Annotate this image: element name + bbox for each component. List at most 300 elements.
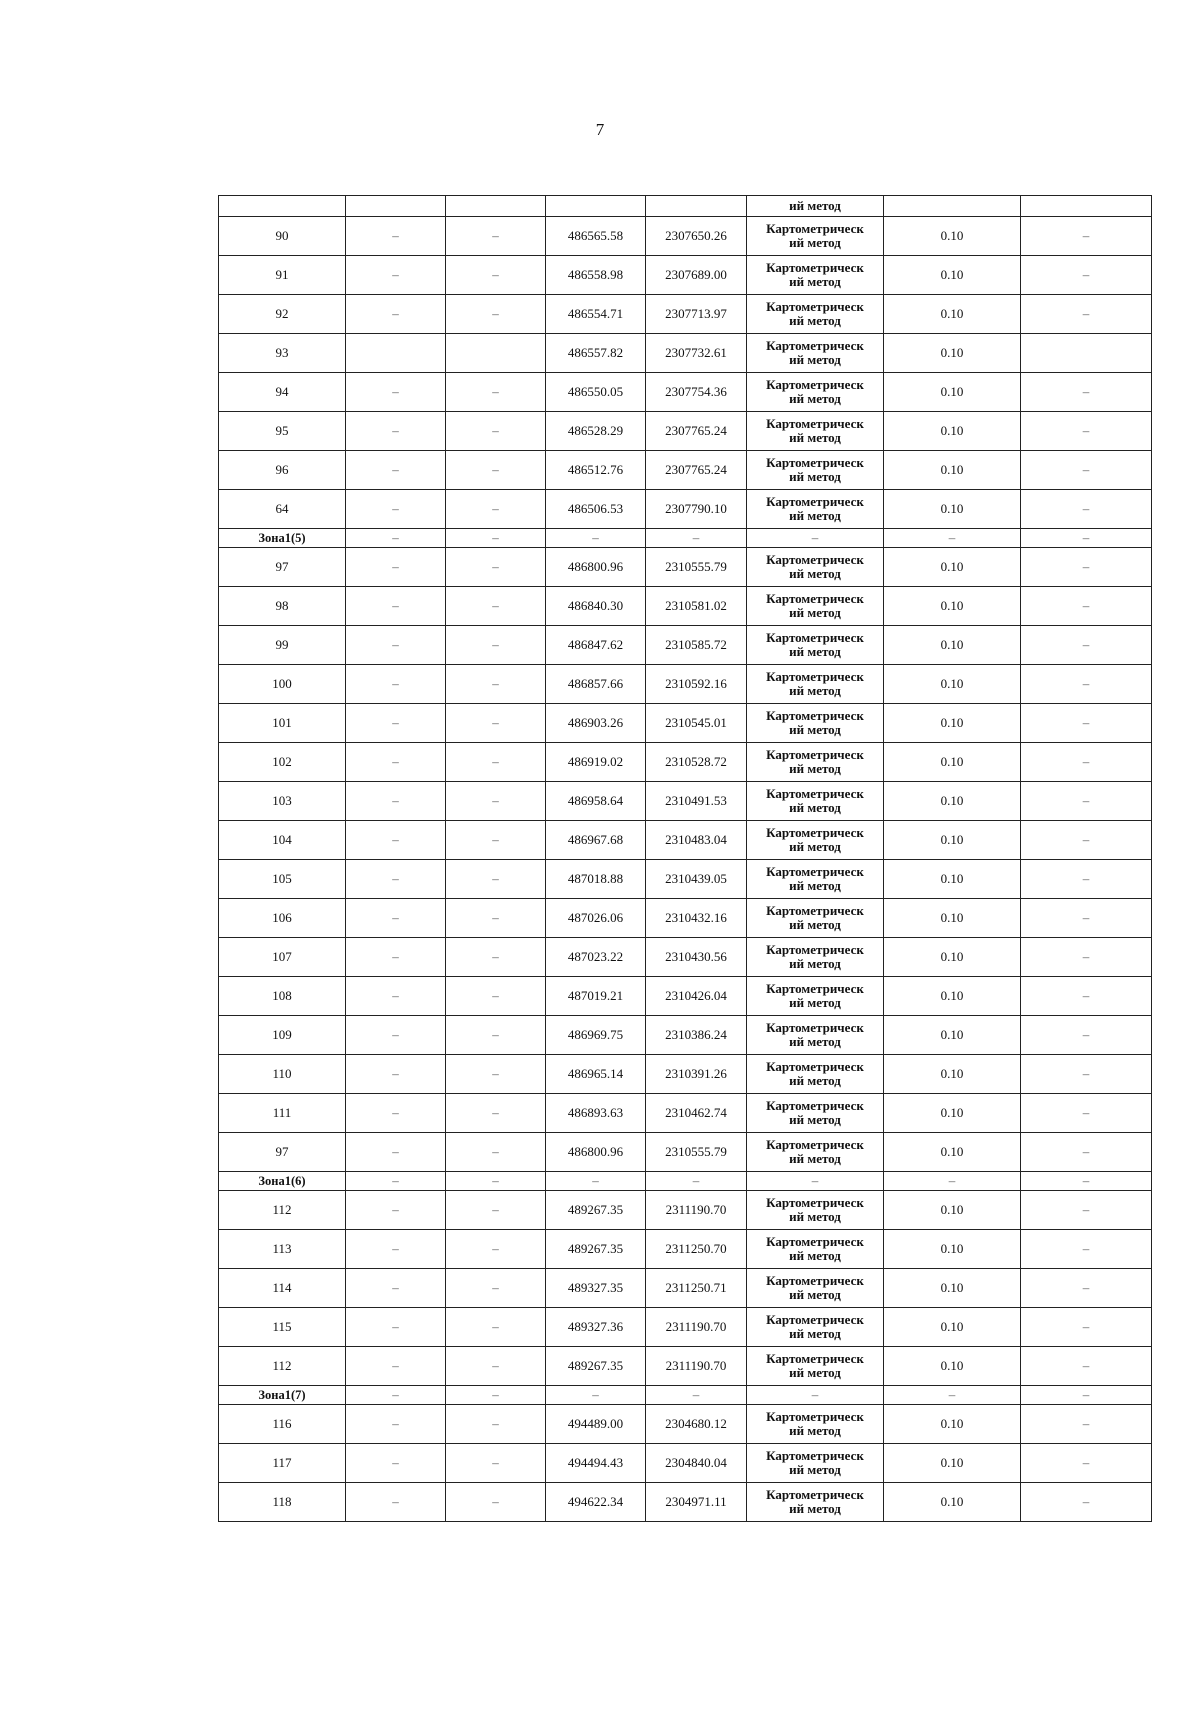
table-row xyxy=(219,1016,1152,1055)
cell-a: – xyxy=(346,899,446,938)
cell-y: 2310426.04 xyxy=(646,977,747,1016)
method-line-2: ий метод xyxy=(789,235,841,250)
cell-point: 109 xyxy=(219,1016,346,1055)
method-line-1: Картометрическ xyxy=(766,630,864,645)
table-row xyxy=(219,1483,1152,1522)
cell-accuracy: 0.10 xyxy=(884,977,1021,1016)
cell-accuracy: 0.10 xyxy=(884,1191,1021,1230)
cell-point: 105 xyxy=(219,860,346,899)
method-line-2: ий метод xyxy=(789,761,841,776)
zone-dash-cell: – xyxy=(884,529,1021,548)
method-line-1: Картометрическ xyxy=(766,1195,864,1210)
cell-point: 97 xyxy=(219,1133,346,1172)
cell-point: 116 xyxy=(219,1405,346,1444)
method-line-2: ий метод xyxy=(789,352,841,367)
cell-point: 108 xyxy=(219,977,346,1016)
cell-d: – xyxy=(1021,587,1152,626)
cell-y: 2307765.24 xyxy=(646,451,747,490)
cell-a: – xyxy=(346,1444,446,1483)
cell-accuracy: 0.10 xyxy=(884,899,1021,938)
cell-point: 93 xyxy=(219,334,346,373)
cell-y: 2307732.61 xyxy=(646,334,747,373)
method-line-1: Картометрическ xyxy=(766,1312,864,1327)
cell-a: – xyxy=(346,860,446,899)
cell-a: – xyxy=(346,587,446,626)
method-line-2: ий метод xyxy=(789,1151,841,1166)
cell-accuracy: 0.10 xyxy=(884,1308,1021,1347)
cell-b: – xyxy=(446,490,546,529)
zone-dash-cell: – xyxy=(884,1172,1021,1191)
cell-method xyxy=(747,899,884,938)
zone-dash-cell: – xyxy=(747,1386,884,1405)
method-line-1: Картометрическ xyxy=(766,552,864,567)
cell-y: 2310555.79 xyxy=(646,548,747,587)
cell-method xyxy=(747,1347,884,1386)
cell-a: – xyxy=(346,1483,446,1522)
cell-x: 487026.06 xyxy=(546,899,646,938)
zone-row xyxy=(219,529,1152,548)
cell-method xyxy=(747,1094,884,1133)
table-body xyxy=(219,196,1152,1522)
table-row xyxy=(219,1405,1152,1444)
cell-d: – xyxy=(1021,1405,1152,1444)
cell-a: – xyxy=(346,1269,446,1308)
cell-b: – xyxy=(446,1308,546,1347)
cell-x: 486967.68 xyxy=(546,821,646,860)
method-line-1: Картометрическ xyxy=(766,825,864,840)
cell-accuracy: 0.10 xyxy=(884,1405,1021,1444)
cell-d: – xyxy=(1021,1444,1152,1483)
cell-d: – xyxy=(1021,1308,1152,1347)
table-row xyxy=(219,295,1152,334)
table-row xyxy=(219,626,1152,665)
cell-x: 489327.35 xyxy=(546,1269,646,1308)
cell-method xyxy=(747,490,884,529)
cell-y: 2310439.05 xyxy=(646,860,747,899)
cell-y: 2310585.72 xyxy=(646,626,747,665)
method-line-2: ий метод xyxy=(789,469,841,484)
cell-accuracy: 0.10 xyxy=(884,217,1021,256)
cell-d: – xyxy=(1021,821,1152,860)
method-line-2: ий метод xyxy=(789,722,841,737)
table-row xyxy=(219,1444,1152,1483)
cell-point: 111 xyxy=(219,1094,346,1133)
cell-point: 107 xyxy=(219,938,346,977)
cell-d: – xyxy=(1021,1133,1152,1172)
cell-b: – xyxy=(446,1347,546,1386)
cell-accuracy: 0.10 xyxy=(884,1016,1021,1055)
cell-x: 486528.29 xyxy=(546,412,646,451)
zone-dash-cell: – xyxy=(446,1172,546,1191)
zone-dash-cell: – xyxy=(1021,1386,1152,1405)
cell-y: 2310432.16 xyxy=(646,899,747,938)
cell-x: 494489.00 xyxy=(546,1405,646,1444)
cell-d: – xyxy=(1021,1269,1152,1308)
method-line-1: Картометрическ xyxy=(766,416,864,431)
table-row xyxy=(219,899,1152,938)
method-line-1: Картометрическ xyxy=(766,942,864,957)
table-row xyxy=(219,334,1152,373)
method-line-1: Картометрическ xyxy=(766,1098,864,1113)
cell-y: 2310528.72 xyxy=(646,743,747,782)
method-line-2: ий метод xyxy=(789,430,841,445)
cell-a xyxy=(346,196,446,217)
coordinates-table xyxy=(218,195,1152,1522)
cell-point: 104 xyxy=(219,821,346,860)
method-line-2: ий метод xyxy=(789,313,841,328)
cell-b: – xyxy=(446,295,546,334)
cell-y: 2311190.70 xyxy=(646,1308,747,1347)
cell-accuracy: 0.10 xyxy=(884,860,1021,899)
cell-d: – xyxy=(1021,1230,1152,1269)
cell-x: 487023.22 xyxy=(546,938,646,977)
cell-accuracy: 0.10 xyxy=(884,1483,1021,1522)
cell-y: 2310483.04 xyxy=(646,821,747,860)
cell-method xyxy=(747,938,884,977)
cell-b: – xyxy=(446,1191,546,1230)
zone-dash-cell: – xyxy=(646,529,747,548)
zone-label: Зона1(6) xyxy=(219,1172,346,1191)
method-line-2: ий метод xyxy=(789,605,841,620)
cell-a: – xyxy=(346,704,446,743)
method-line-2: ий метод xyxy=(789,1287,841,1302)
method-line-2: ий метод xyxy=(789,1423,841,1438)
cell-a: – xyxy=(346,1133,446,1172)
cell-a: – xyxy=(346,217,446,256)
method-line-2: ий метод xyxy=(789,839,841,854)
cell-b: – xyxy=(446,665,546,704)
cell-accuracy: 0.10 xyxy=(884,1094,1021,1133)
cell-x: 486958.64 xyxy=(546,782,646,821)
cell-method xyxy=(747,665,884,704)
cell-y: 2304840.04 xyxy=(646,1444,747,1483)
cell-d: – xyxy=(1021,1483,1152,1522)
cell-x: 486893.63 xyxy=(546,1094,646,1133)
cell-d: – xyxy=(1021,1347,1152,1386)
cell-x: 489267.35 xyxy=(546,1191,646,1230)
table-row xyxy=(219,451,1152,490)
cell-y: 2307754.36 xyxy=(646,373,747,412)
cell-accuracy: 0.10 xyxy=(884,1230,1021,1269)
zone-dash-cell: – xyxy=(646,1172,747,1191)
cell-method xyxy=(747,1483,884,1522)
cell-accuracy: 0.10 xyxy=(884,626,1021,665)
cell-point: 106 xyxy=(219,899,346,938)
cell-d: – xyxy=(1021,938,1152,977)
method-line-1: Картометрическ xyxy=(766,1487,864,1502)
cell-a: – xyxy=(346,1230,446,1269)
cell-a: – xyxy=(346,1191,446,1230)
cell-accuracy: 0.10 xyxy=(884,1444,1021,1483)
cell-b: – xyxy=(446,1055,546,1094)
method-line-2: ий метод xyxy=(789,800,841,815)
cell-method xyxy=(747,626,884,665)
cell-a: – xyxy=(346,782,446,821)
cell-d: – xyxy=(1021,256,1152,295)
method-line-1: Картометрическ xyxy=(766,1234,864,1249)
method-line-1: Картометрическ xyxy=(766,669,864,684)
table-row xyxy=(219,977,1152,1016)
cell-point: 97 xyxy=(219,548,346,587)
cell-y: 2307790.10 xyxy=(646,490,747,529)
table-row xyxy=(219,587,1152,626)
table-row xyxy=(219,1094,1152,1133)
cell-method xyxy=(747,548,884,587)
zone-dash-cell: – xyxy=(747,1172,884,1191)
method-line-2: ий метод xyxy=(789,508,841,523)
cell-a: – xyxy=(346,412,446,451)
cell-method xyxy=(747,704,884,743)
cell-method xyxy=(747,977,884,1016)
cell-method xyxy=(747,1308,884,1347)
cell-accuracy: 0.10 xyxy=(884,665,1021,704)
cell-point: 112 xyxy=(219,1191,346,1230)
cell-d: – xyxy=(1021,490,1152,529)
cell-d: – xyxy=(1021,295,1152,334)
cell-a: – xyxy=(346,665,446,704)
cell-d: – xyxy=(1021,217,1152,256)
cell-b: – xyxy=(446,1016,546,1055)
cell-b: – xyxy=(446,977,546,1016)
method-line-1: Картометрическ xyxy=(766,1409,864,1424)
cell-d: – xyxy=(1021,977,1152,1016)
cell-x: 486558.98 xyxy=(546,256,646,295)
cell-a: – xyxy=(346,1347,446,1386)
cell-y: 2304680.12 xyxy=(646,1405,747,1444)
cell-d: – xyxy=(1021,1055,1152,1094)
cell-x: 486847.62 xyxy=(546,626,646,665)
cell-x: 489327.36 xyxy=(546,1308,646,1347)
cell-point: 95 xyxy=(219,412,346,451)
table-row xyxy=(219,1230,1152,1269)
method-line-1: Картометрическ xyxy=(766,494,864,509)
cell-d: – xyxy=(1021,1016,1152,1055)
cell-accuracy: 0.10 xyxy=(884,334,1021,373)
method-line-1: Картометрическ xyxy=(766,455,864,470)
cell-x: 486554.71 xyxy=(546,295,646,334)
zone-dash-cell: – xyxy=(546,1172,646,1191)
cell-accuracy: 0.10 xyxy=(884,938,1021,977)
method-line-2: ий метод xyxy=(789,1112,841,1127)
table-row xyxy=(219,1308,1152,1347)
cell-b: – xyxy=(446,217,546,256)
cell-b: – xyxy=(446,451,546,490)
cell-method xyxy=(747,1444,884,1483)
cell-b: – xyxy=(446,704,546,743)
cell-x: 486506.53 xyxy=(546,490,646,529)
zone-dash-cell: – xyxy=(346,1386,446,1405)
method-line-1: Картометрическ xyxy=(766,864,864,879)
cell-d: – xyxy=(1021,626,1152,665)
zone-dash-cell: – xyxy=(1021,1172,1152,1191)
cell-point: 113 xyxy=(219,1230,346,1269)
cell-b: – xyxy=(446,256,546,295)
table-row xyxy=(219,860,1152,899)
cell-accuracy: 0.10 xyxy=(884,295,1021,334)
method-line-2: ий метод xyxy=(789,995,841,1010)
cell-b: – xyxy=(446,743,546,782)
method-line-2: ий метод xyxy=(789,391,841,406)
cell-x: 486919.02 xyxy=(546,743,646,782)
cell-y: 2311190.70 xyxy=(646,1347,747,1386)
method-line-2: ий метод xyxy=(789,956,841,971)
zone-dash-cell: – xyxy=(346,1172,446,1191)
cell-method xyxy=(747,256,884,295)
cell-accuracy: 0.10 xyxy=(884,587,1021,626)
cell-a: – xyxy=(346,977,446,1016)
cell-y: 2311250.71 xyxy=(646,1269,747,1308)
cell-a: – xyxy=(346,490,446,529)
cell-b: – xyxy=(446,412,546,451)
cell-accuracy: 0.10 xyxy=(884,821,1021,860)
cell-x: 486550.05 xyxy=(546,373,646,412)
table-row xyxy=(219,256,1152,295)
method-line-2: ий метод xyxy=(789,1462,841,1477)
zone-row xyxy=(219,1386,1152,1405)
cell-point: 98 xyxy=(219,587,346,626)
cell-b: – xyxy=(446,626,546,665)
zone-row xyxy=(219,1172,1152,1191)
cell-b: – xyxy=(446,373,546,412)
cell-b: – xyxy=(446,899,546,938)
cell-x: 486840.30 xyxy=(546,587,646,626)
cell-a: – xyxy=(346,373,446,412)
cell-y: 2310391.26 xyxy=(646,1055,747,1094)
cell-y: 2311190.70 xyxy=(646,1191,747,1230)
zone-dash-cell: – xyxy=(346,529,446,548)
cell-point: 103 xyxy=(219,782,346,821)
method-line-2: ий метод xyxy=(789,1209,841,1224)
cell-b: – xyxy=(446,1483,546,1522)
cell-d: – xyxy=(1021,743,1152,782)
cell-method xyxy=(747,1405,884,1444)
zone-label: Зона1(5) xyxy=(219,529,346,548)
table-row-continuation xyxy=(219,196,1152,217)
cell-accuracy xyxy=(884,196,1021,217)
cell-point: 114 xyxy=(219,1269,346,1308)
method-line-2: ий метод xyxy=(789,1365,841,1380)
cell-a: – xyxy=(346,743,446,782)
cell-y: 2307765.24 xyxy=(646,412,747,451)
cell-a: – xyxy=(346,626,446,665)
cell-a: – xyxy=(346,451,446,490)
table-row xyxy=(219,1269,1152,1308)
cell-x: 486965.14 xyxy=(546,1055,646,1094)
method-line-1: Картометрическ xyxy=(766,903,864,918)
cell-a: – xyxy=(346,1055,446,1094)
cell-d xyxy=(1021,196,1152,217)
cell-point: 64 xyxy=(219,490,346,529)
cell-point: 99 xyxy=(219,626,346,665)
cell-y: 2310555.79 xyxy=(646,1133,747,1172)
cell-a: – xyxy=(346,548,446,587)
cell-y xyxy=(646,196,747,217)
cell-method xyxy=(747,1016,884,1055)
method-line-1: Картометрическ xyxy=(766,786,864,801)
cell-point: 96 xyxy=(219,451,346,490)
method-line-2: ий метод xyxy=(789,917,841,932)
method-line-2: ий метод xyxy=(789,1034,841,1049)
cell-x: 486903.26 xyxy=(546,704,646,743)
cell-b: – xyxy=(446,1133,546,1172)
cell-b: – xyxy=(446,782,546,821)
cell-d: – xyxy=(1021,782,1152,821)
zone-dash-cell: – xyxy=(546,1386,646,1405)
method-line-2: ий метод xyxy=(789,644,841,659)
zone-dash-cell: – xyxy=(546,529,646,548)
table-row xyxy=(219,217,1152,256)
zone-dash-cell: – xyxy=(1021,529,1152,548)
cell-method xyxy=(747,1191,884,1230)
cell-accuracy: 0.10 xyxy=(884,1347,1021,1386)
cell-a: – xyxy=(346,821,446,860)
cell-b: – xyxy=(446,1269,546,1308)
table-row xyxy=(219,938,1152,977)
cell-b xyxy=(446,334,546,373)
method-line-2: ий метод xyxy=(789,1248,841,1263)
cell-method xyxy=(747,743,884,782)
cell-a: – xyxy=(346,256,446,295)
cell-method xyxy=(747,587,884,626)
cell-b: – xyxy=(446,860,546,899)
method-line-1: Картометрическ xyxy=(766,1351,864,1366)
cell-d: – xyxy=(1021,899,1152,938)
table-row xyxy=(219,373,1152,412)
cell-point: 118 xyxy=(219,1483,346,1522)
cell-x: 486800.96 xyxy=(546,548,646,587)
cell-x: 486557.82 xyxy=(546,334,646,373)
cell-point: 92 xyxy=(219,295,346,334)
table-row xyxy=(219,665,1152,704)
table-row xyxy=(219,1133,1152,1172)
cell-accuracy: 0.10 xyxy=(884,412,1021,451)
table-row xyxy=(219,821,1152,860)
cell-y: 2304971.11 xyxy=(646,1483,747,1522)
cell-accuracy: 0.10 xyxy=(884,451,1021,490)
cell-x: 494494.43 xyxy=(546,1444,646,1483)
method-line-1: Картометрическ xyxy=(766,591,864,606)
method-line-1: Картометрическ xyxy=(766,1020,864,1035)
cell-accuracy: 0.10 xyxy=(884,743,1021,782)
cell-point: 115 xyxy=(219,1308,346,1347)
cell-d: – xyxy=(1021,412,1152,451)
table-row xyxy=(219,548,1152,587)
cell-method xyxy=(747,373,884,412)
cell-x: 487018.88 xyxy=(546,860,646,899)
cell-b: – xyxy=(446,548,546,587)
cell-x xyxy=(546,196,646,217)
cell-accuracy: 0.10 xyxy=(884,256,1021,295)
zone-dash-cell: – xyxy=(646,1386,747,1405)
method-line-1: Картометрическ xyxy=(766,1273,864,1288)
method-line-2: ий метод xyxy=(789,1501,841,1516)
zone-label: Зона1(7) xyxy=(219,1386,346,1405)
cell-point: 100 xyxy=(219,665,346,704)
cell-method xyxy=(747,1055,884,1094)
cell-b: – xyxy=(446,821,546,860)
method-line-1: Картометрическ xyxy=(766,1059,864,1074)
zone-dash-cell: – xyxy=(747,529,884,548)
method-line-2: ий метод xyxy=(789,683,841,698)
cell-y: 2310491.53 xyxy=(646,782,747,821)
table-row xyxy=(219,1191,1152,1230)
cell-b: – xyxy=(446,1405,546,1444)
cell-x: 494622.34 xyxy=(546,1483,646,1522)
cell-x: 486512.76 xyxy=(546,451,646,490)
cell-y: 2311250.70 xyxy=(646,1230,747,1269)
table-row xyxy=(219,782,1152,821)
cell-d: – xyxy=(1021,704,1152,743)
